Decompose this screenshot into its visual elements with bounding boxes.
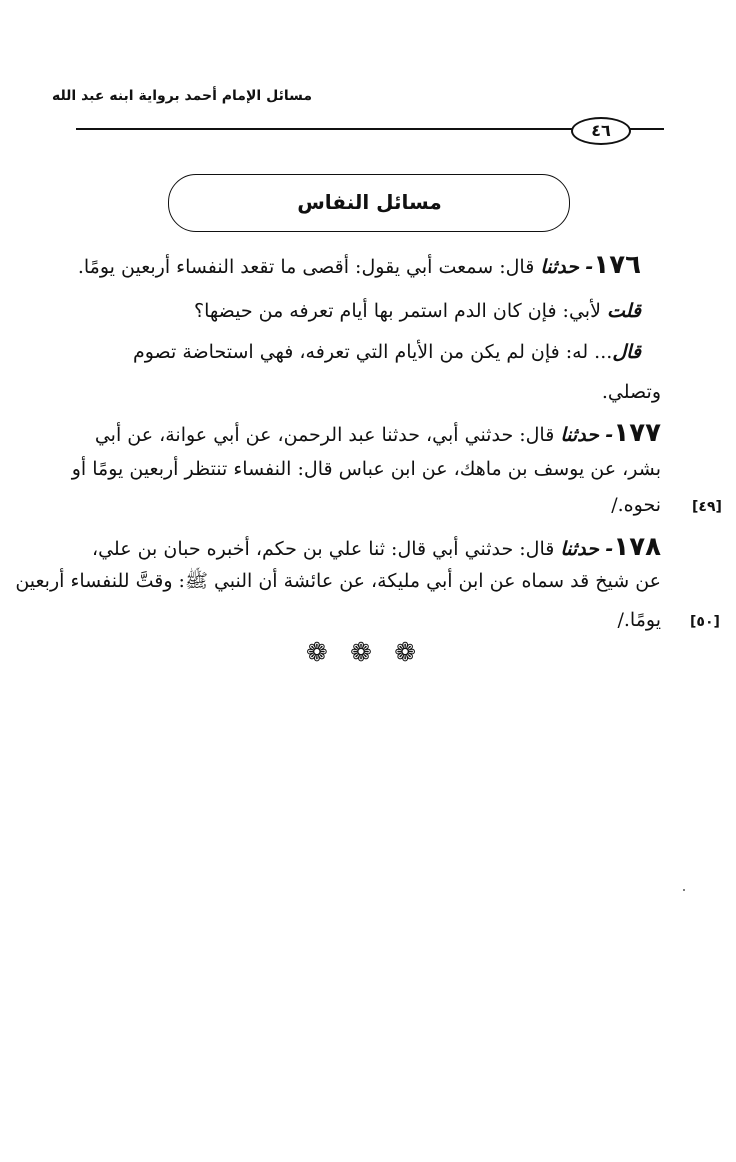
page-number: ٤٦ (571, 117, 631, 145)
entry-178-line-1 (92, 532, 661, 562)
entry-177-line-1 (95, 418, 661, 448)
flower-ornament-icon: ❁ (350, 638, 372, 668)
entry-177-line-3 (611, 490, 661, 520)
entry-176-line-3 (133, 337, 641, 367)
entry-text: يومًا./ (617, 609, 661, 631)
chapter-title: مسائل النفاس (297, 190, 442, 214)
narration-keyword: - حدثنا (540, 256, 594, 278)
section-end-ornaments (306, 640, 416, 666)
entry-text: وتصلي. (601, 381, 661, 403)
scan-speck (683, 889, 685, 891)
entry-text: قال: حدثني أبي قال: ثنا علي بن حكم، أخبره حبان بن علي، (91, 538, 561, 560)
running-header: مسائل الإمام أحمد برواية ابنه عبد الله (51, 88, 312, 104)
entry-176-line-1 (78, 250, 641, 280)
flower-ornament-icon: ❁ (394, 638, 416, 668)
narration-keyword: قال (612, 341, 641, 363)
narration-keyword: - حدثنا (560, 538, 614, 560)
entry-text: قال: حدثني أبي، حدثنا عبد الرحمن، عن أبي عوانة، عن أبي (94, 424, 561, 446)
entry-text: عن شيخ قد سماه عن ابن أبي مليكة، عن عائشة أن النبي ﷺ: وقتَّ للنفساء أربعين (15, 570, 661, 592)
entry-text: نحوه./ (611, 494, 661, 516)
manuscript-folio-marker: [٤٩] (692, 499, 722, 515)
entry-text: لأبي: فإن كان الدم استمر بها أيام تعرفه من حيضها؟ (194, 300, 607, 322)
entry-text: قال: سمعت أبي يقول: أقصى ما تقعد النفساء أربعين يومًا. (77, 256, 541, 278)
entry-number: ١٧٨ (613, 532, 661, 562)
narration-keyword: - حدثنا (560, 424, 614, 446)
entry-text: بشر، عن يوسف بن ماهك، عن ابن عباس قال: النفساء تنتظر أربعين يومًا أو (71, 458, 661, 480)
entry-176-line-2 (194, 296, 641, 326)
entry-178-line-3 (617, 605, 661, 635)
entry-number: ١٧٧ (613, 418, 661, 448)
entry-number: ١٧٦ (593, 250, 641, 280)
flower-ornament-icon: ❁ (306, 638, 328, 668)
manuscript-folio-marker: [٥٠] (690, 614, 720, 630)
narration-keyword: قلت (606, 300, 641, 322)
entry-177-line-2 (72, 454, 661, 484)
entry-176-line-4 (602, 377, 661, 407)
entry-text: ... له: فإن لم يكن من الأيام التي تعرفه، فهي استحاضة تصوم (132, 341, 613, 363)
entry-178-line-2 (15, 566, 661, 596)
